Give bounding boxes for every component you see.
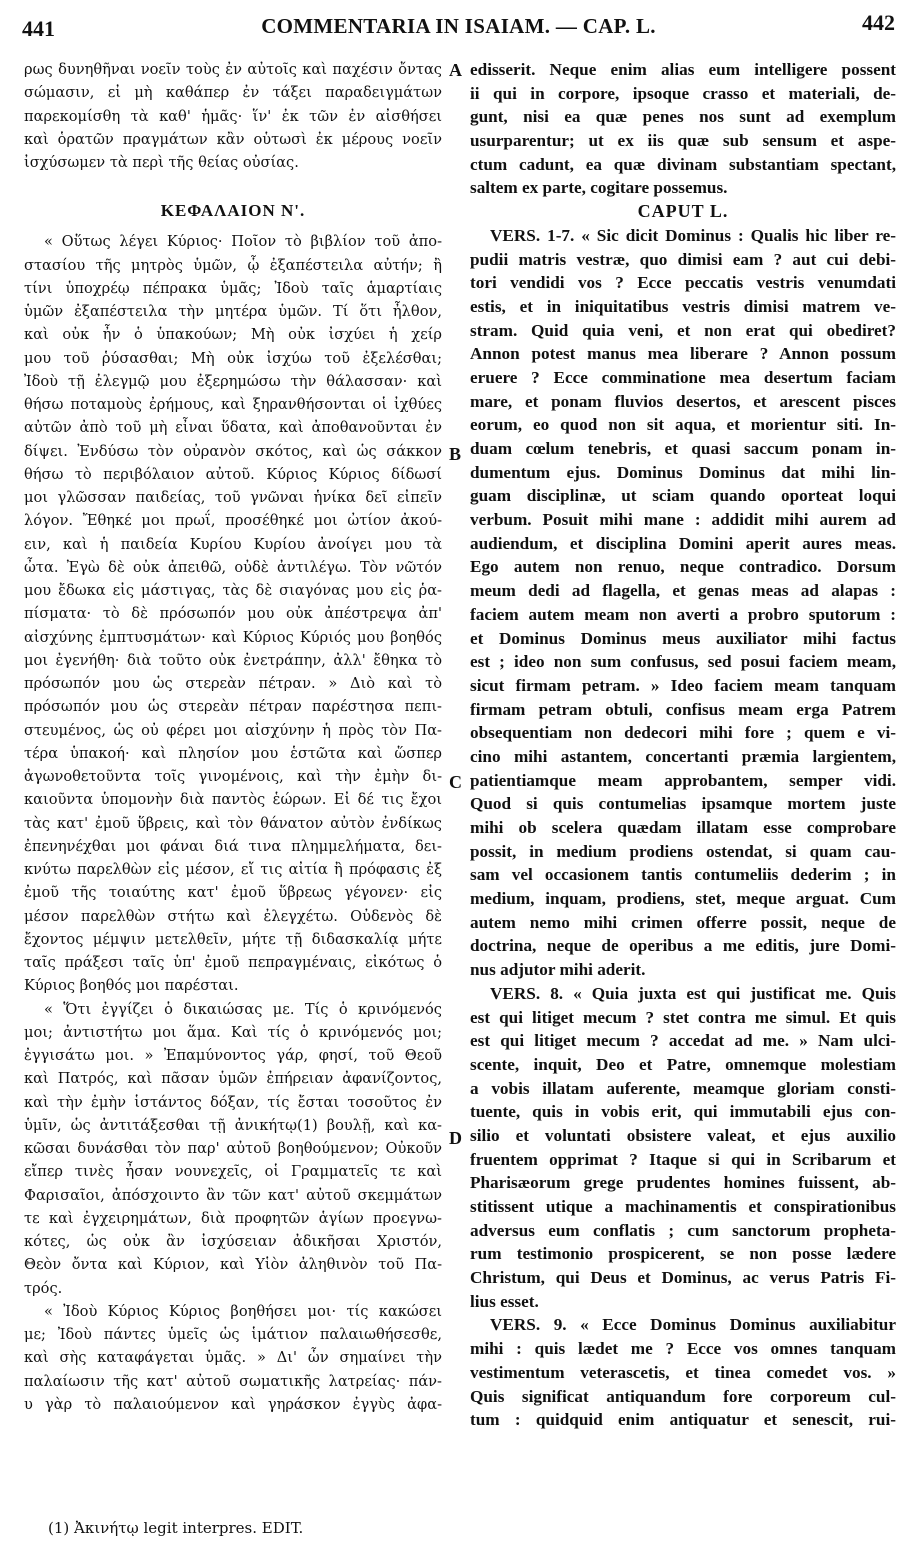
latin-line: stram. Quid quia veni, et non erat qui obediret? <box>470 320 896 340</box>
greek-line: καὶ τὴν ἐμὴν ἱστάντος δόξαν, τίς ἔσται τοσοῦτος ἐν <box>24 1093 442 1111</box>
latin-line: Pharisæorum grege prudentes homines fuissent, ab- <box>470 1173 896 1193</box>
greek-line: μοι γλῶσσαν παιδείας, τοῦ γνῶναι ἡνίκα δεῖ εἰπεῖν <box>24 489 442 506</box>
greek-line: « Ὅτι ἐγγίζει ὁ δικαιώσας με. Τίς ὁ κρινόμενός <box>44 1000 442 1018</box>
greek-line: ὑμῶν ἐξαπέστειλα τὴν μητέρα ὑμῶν. Τί ὅτι ἦλθον, <box>24 303 442 320</box>
greek-line: μοι; ἀντιστήτω μοι ἅμα. Καὶ τίς ὁ κρινόμενός μοι; <box>24 1023 442 1041</box>
greek-line: ὦτα. Ἐγὼ δὲ οὐκ ἀπειθῶ, οὐδὲ ἀντιλέγω. Τὸν νῶτόν <box>24 558 442 576</box>
greek-line: καὶ οὐκ ἦν ὁ ὑπακούων; Μὴ οὐκ ἰσχύει ἡ χείρ <box>24 326 442 344</box>
latin-line: duam cœlum tenebris, et quasi saccum ponam in- <box>470 439 896 458</box>
greek-line: ἐγγισάτω μοι. » Ἐπαμύνοντος γάρ, φησί, τοῦ Θεοῦ <box>24 1047 442 1064</box>
latin-line: firmam petram obtuli, confisus meam erga Patrem <box>470 699 896 719</box>
latin-line: a vobis illatam auferente, meamque gloriam consti- <box>470 1078 896 1098</box>
greek-line: « Ἰδοὺ Κύριος Κύριος βοηθήσει μοι· τίς κακώσει <box>44 1302 442 1320</box>
page-number-left: 441 <box>22 16 55 41</box>
margin-letter-c: C <box>449 772 462 792</box>
greek-line: Ἰδοὺ τῇ ἐλεγμῷ μου ἐξερημώσω τὴν θάλασσαν· καὶ <box>24 372 442 390</box>
latin-line: obsequentiam non dedecori mihi fore ; quem e vi- <box>470 723 896 743</box>
latin-line: mare, et ponam fluvios desertos, et arescent pisces <box>470 391 896 411</box>
greek-line: « Οὕτως λέγει Κύριος· Ποῖον τὸ βιβλίον τοῦ ἀπο- <box>44 233 442 251</box>
latin-line: sam vel occasionem tantis contumeliis dederim ; in <box>470 865 896 885</box>
latin-line: Ego autem non renuo, neque contradico. Dorsum <box>470 557 896 577</box>
latin-line: est ; ideo non sum confusus, sed posui faciem meam, <box>470 652 896 672</box>
greek-line: κῶσαι δυνάσθαι τὸν παρ' αὐτοῦ βοηθούμενον; Οὐκοῦν <box>24 1140 442 1157</box>
latin-line: estis, et in iniquitatibus vestris dimisi matrem ve- <box>470 296 896 316</box>
margin-letter-a: A <box>449 60 462 80</box>
greek-line: ἀγωνοθετοῦντα τοῖς γινομένοις, καὶ τὴν ἐμὴν δι- <box>24 768 442 785</box>
greek-line: ταῖς πράξεσι ταῖς ὑπ' ἐμοῦ πεπραγμέναις, εἰκότως ὁ <box>24 954 442 971</box>
greek-line: ἐπενηνέχθαι μοι φάναι διά τινα πλημμελήματα, δει- <box>24 837 442 855</box>
greek-line: τρός. <box>24 1279 63 1297</box>
greek-line: πίσματα· τὸ δὲ πρόσωπόν μου οὐκ ἀπέστρεψα ἀπ' <box>24 605 442 623</box>
margin-letter-b: B <box>449 444 462 464</box>
greek-line: καὶ Πατρός, καὶ πᾶσαν ὑμῶν ἐπήρειαν ἀφανίζοντος, <box>24 1070 442 1088</box>
greek-line: ἰσχύσωμεν τὰ περὶ τῆς θείας οὐσίας. <box>24 154 299 171</box>
greek-line: μου τοῦ ῥύσασθαι; Μὴ οὐκ ἰσχύω τοῦ ἐξελέσθαι; <box>24 349 442 367</box>
latin-line: vestimentum veterascetis, et tinea comedet vos. » <box>470 1362 896 1382</box>
latin-line: eorum, eo quod non sit aqua, et morientur siti. In- <box>470 415 896 435</box>
latin-line: usurparentur; ut ex iis quæ sub sensum et aspe- <box>470 131 896 151</box>
greek-line: πρόσωπόν μου ὡς στερεὰν πέτραν. » Διὸ καὶ τὸ <box>24 675 442 692</box>
latin-line: stitissent utique a machinamentis et conspirationibus <box>470 1197 896 1216</box>
latin-line: pudii matris vestræ, quo dimisi eam ? aut cui debi- <box>470 249 896 269</box>
running-head: COMMENTARIA IN ISAIAM. — CAP. L. <box>261 14 656 38</box>
greek-line: θήσω ποταμοὺς ἐρήμους, καὶ ξηρανθήσονται οἱ ἰχθύες <box>24 396 442 413</box>
greek-line: δίψει. Ἐνδύσω τὸν οὐρανὸν σκότος, καὶ ὡς σάκκον <box>24 442 442 460</box>
latin-line: verbum. Posuit mihi mane : addidit mihi aurem ad <box>470 510 896 530</box>
latin-line: est qui litiget mecum ? stet contra me simul. Et quis <box>470 1007 896 1027</box>
latin-line: rum testimonio prospicerent, se non posse lædere <box>470 1244 896 1264</box>
latin-line: VERS. 8. « Quia juxta est qui justificat me. Quis <box>490 983 896 1003</box>
latin-line: cino mihi astantem, concertanti præmia largientem, <box>470 746 896 766</box>
latin-line: adversus eum conflatis ; cum sanctorum propheta- <box>470 1220 896 1240</box>
latin-line: est qui litiget mecum ? accedat ad me. » Nam ulci- <box>470 1031 896 1051</box>
latin-line: ii qui in corpore, ipsoque crasso et materiali, de- <box>470 83 896 103</box>
greek-line: τέρα ὑπακοή· καὶ πλησίον μου ἑστῶτα καὶ ὥσπερ <box>24 744 442 762</box>
latin-line: lius esset. <box>470 1291 539 1311</box>
greek-line: ἐμοῦ τῆς τοιαύτης κατ' ἐμοῦ ὕβρεως γέγονεν· εἰς <box>24 884 442 902</box>
greek-line: ειν, καὶ ἡ παιδεία Κυρίου Κυρίου ἀνοίγει μου τὰ <box>24 535 442 553</box>
greek-line: εἴπερ τινὲς ἦσαν νουνεχεῖς, οἱ Γραμματεῖς τε καὶ <box>24 1163 442 1181</box>
latin-line: audiendum, et disciplina Domini aperit aures meas. <box>470 533 896 553</box>
greek-line: στευμένος, ὡς οὐ φέρει μοι αἰσχύνην ἡ πρὸς τὸν Πα- <box>24 721 442 739</box>
greek-line: Κύριος βοηθός μοι παρέσται. <box>24 977 239 995</box>
greek-column <box>24 58 442 1416</box>
latin-line: edisserit. Neque enim alias eum intelligere possent <box>470 60 896 79</box>
greek-line: αἰσχύνης ἐμπτυσμάτων· καὶ Κύριος Κύριός μου βοηθός <box>24 628 442 646</box>
latin-line: VERS. 1-7. « Sic dicit Dominus : Qualis hic liber re- <box>490 225 896 245</box>
greek-line: μου ἔδωκα εἰς μάστιγας, τὰς δὲ σιαγόνας μου εἰς ῥα- <box>24 582 442 599</box>
latin-line: doctrina, neque de operibus a me editis, jure Domi- <box>470 936 896 956</box>
greek-line: με; Ἰδοὺ πάντες ὑμεῖς ὡς ἱμάτιον παλαιωθήσεσθε, <box>24 1326 442 1343</box>
latin-line: possit, in medium prodiens ostendat, si quam cau- <box>470 841 896 861</box>
latin-line: sicut firmam petram. » Ideo faciem meam tanquam <box>470 675 896 695</box>
latin-line: VERS. 9. « Ecce Dominus Dominus auxiliabitur <box>490 1315 896 1335</box>
greek-line: παρεκομίσθη τὰ καθ' ἡμᾶς· ἵν' ἐκ τῶν ἐν αἰσθήσει <box>24 107 442 125</box>
greek-line: στασίου τῆς μητρὸς ὑμῶν, ᾧ ἐξαπέστειλα αὐτήν; ἢ <box>24 256 442 274</box>
latin-line: Christum, qui Deus et Dominus, ac verus Patris Fi- <box>470 1268 896 1288</box>
latin-line: ctum cadunt, ea quæ divinam substantiam spectant, <box>470 154 896 174</box>
latin-line: fruentem opprimat ? Itaque si qui in Scribarum et <box>470 1149 896 1169</box>
greek-line: λόγον. Ἔθηκέ μοι πρωΐ, προσέθηκέ μοι ὠτίον ἀκού- <box>24 512 442 530</box>
greek-line: παλαίωσιν τῆς κατ' αὐτοῦ σωματικῆς λατρείας· πάν- <box>24 1372 442 1390</box>
latin-line: meum dedi ad flagella, et genas meas ad alapas : <box>470 581 896 601</box>
greek-line: πρόσωπόν μου ὡς στερεὰν πέτραν παρέστησα πεπι- <box>24 698 442 716</box>
greek-line: υ γὰρ τὸ παλαιούμενον καὶ γηράσκον ἐγγὺς ἀφα- <box>24 1395 442 1413</box>
latin-line: gunt, nisi ea quæ penes nos sunt ad exemplum <box>470 107 896 127</box>
greek-line: θήσω τὸ περιβόλαιον αὐτοῦ. Κύριος Κύριος δίδωσί <box>24 465 442 483</box>
greek-line: τε καὶ ἐγχειρημάτων, διὰ προφητῶν ἁγίων προεγνω- <box>24 1209 442 1227</box>
margin-letter-d: D <box>449 1128 462 1148</box>
greek-line: καὶ σὴς καταφάγεται ὑμᾶς. » Δι' ὧν σημαίνει τὴν <box>24 1349 442 1367</box>
latin-line: saltem ex parte, cogitare possemus. <box>470 178 728 198</box>
greek-line: μοι ἐγενήθη· διὰ τοῦτο οὐκ ἐνετράπην, ἀλλ' ἔθηκα τὸ <box>24 651 442 669</box>
greek-line: καὶ ὁρατῶν πραγμάτων κἂν οὑτωσὶ ἐκ μέρους νοεῖν <box>24 130 442 148</box>
latin-line: tuente, quis in vobis erit, qui immutabili ejus con- <box>470 1102 896 1122</box>
latin-line: silio et voluntati obsistere valeat, et ejus auxilio <box>470 1125 896 1145</box>
latin-heading: CAPUT L. <box>637 201 729 222</box>
latin-line: scente, inquit, Deo et Patre, omnemque molestiam <box>470 1054 896 1074</box>
latin-line: tum : quidquid enim antiquatur et senescit, rui- <box>470 1410 896 1430</box>
latin-line: Annon potest manus mea liberare ? Annon possum <box>470 344 896 364</box>
latin-line: dumentum ejus. Dominus Dominus dat mihi lin- <box>470 462 896 482</box>
latin-line: eruere ? Ecce comminatione mea desertum faciam <box>470 367 896 387</box>
latin-line: guam disciplinæ, ut sciam quando oporteat loqui <box>470 486 896 506</box>
latin-line: patientiamque meam approbantem, semper vidi. <box>470 770 896 790</box>
latin-line: mihi : quis lædet me ? Ecce vos omnes tanquam <box>470 1339 896 1359</box>
greek-line: τὰς κατ' ἐμοῦ ὕβρεις, καὶ τὸν θάνατον αὐτὸν ἐνδίκως <box>24 814 442 832</box>
latin-line: Quis significat antiquandum fore corporeum cul- <box>470 1386 896 1406</box>
latin-line: nus adjutor mihi aderit. <box>470 960 646 980</box>
greek-line: κότες, ὡς οὐκ ἂν ἰσχύσειαν ἀδικῆσαι Χριστόν, <box>24 1233 442 1250</box>
latin-line: autem nemo mihi crimen offerre possit, neque de <box>470 912 896 932</box>
greek-line: κνύτω παρελθὼν εἰς μέσον, εἴ τις αἰτία ἢ πρόφασις ἐξ <box>24 861 442 878</box>
greek-line: Θεὸν ὄντα καὶ Κύριον, καὶ Υἱὸν ἀληθινὸν τοῦ Πα- <box>24 1256 442 1274</box>
latin-line: medium, inquam, prodiens, stet, meque arguat. Cum <box>470 889 896 909</box>
latin-column <box>470 58 896 1432</box>
footnote: (1) Ἀκινήτῳ legit interpres. EDIT. <box>48 1519 304 1537</box>
greek-line: σώμασιν, εἰ μὴ καθάπερ ἐν τάξει παραδειγμάτων <box>24 84 442 102</box>
page-number-right: 442 <box>862 10 895 35</box>
greek-line: ἔχοντος μέμψιν μετελθεῖν, μήτε τῇ διδασκαλίᾳ μήτε <box>24 930 442 948</box>
greek-line: ὑμῖν, ὡς ἀντιτάξεσθαι τῇ ἀνικήτῳ(1) βουλῇ, καὶ κα- <box>24 1116 442 1134</box>
greek-line: καιοῦντα ὑπομονὴν διὰ παντὸς ἑώρων. Εἰ δέ τις ἔχοι <box>24 791 442 809</box>
greek-heading: ΚΕΦΑΛΑΙΟΝ Ν'. <box>160 201 306 221</box>
greek-line: αὐτῶν ἀπὸ τοῦ μὴ εἶναι ὕδατα, καὶ ἀποθανοῦνται ἐν <box>24 419 442 437</box>
greek-line: μέσον παρελθὼν στήτω καὶ ἐλεγχέτω. Οὐδενὸς δὲ <box>24 907 442 925</box>
latin-line: Quod si quis contumelias ipsamque mortem juste <box>470 794 896 814</box>
greek-line: ρως δυνηθῆναι νοεῖν τοὺς ἐν αὐτοῖς καὶ παχέσιν ὄντας <box>24 61 442 78</box>
latin-line: faciem autem meam non averti a probro sputorum : <box>470 604 896 624</box>
latin-line: et Dominus Dominus meus auxiliator mihi factus <box>470 628 896 648</box>
greek-line: τίνι ὑποχρέῳ πέπρακα ὑμᾶς; Ἰδοὺ ταῖς ἁμαρτίαις <box>24 279 442 297</box>
latin-line: mihi ob scelera quædam illatam esse comprobare <box>470 818 896 837</box>
latin-line: tori vendidi vos ? Ecce peccatis vestris venumdati <box>470 273 896 293</box>
greek-line: Φαρισαῖοι, ἀπόσχοιντο ἂν τῶν κατ' αὐτοῦ σκεμμάτων <box>24 1186 442 1204</box>
